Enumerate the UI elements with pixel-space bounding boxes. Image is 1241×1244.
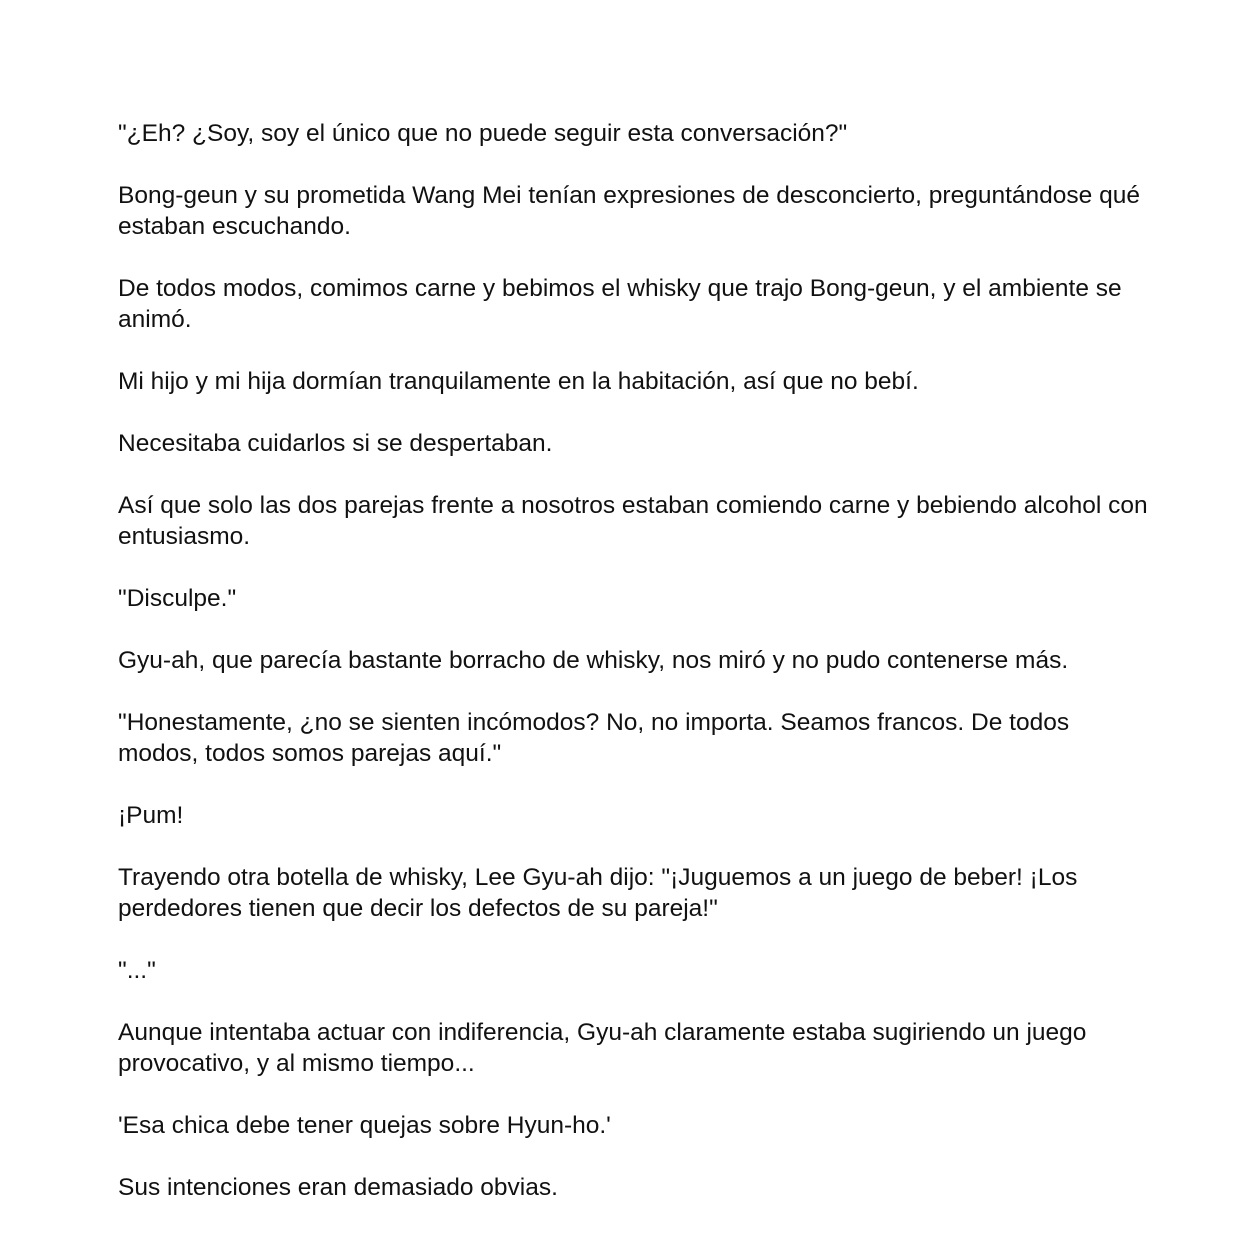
paragraph-6: Así que solo las dos parejas frente a nosotros estaban comiendo carne y bebiendo alcohol con entusiasmo. <box>118 492 1148 550</box>
paragraph-15: Sus intenciones eran demasiado obvias. <box>118 1174 558 1201</box>
paragraph-8: Gyu-ah, que parecía bastante borracho de whisky, nos miró y no pudo contenerse más. <box>118 647 1069 674</box>
paragraph-10: ¡Pum! <box>118 802 184 829</box>
document-body <box>118 118 1148 1234</box>
paragraph-7: "Disculpe." <box>118 585 237 612</box>
paragraph-2: Bong-geun y su prometida Wang Mei tenían expresiones de desconcierto, preguntándose qué estaban escuchando. <box>118 182 1140 240</box>
paragraph-9: "Honestamente, ¿no se sienten incómodos? No, no importa. Seamos francos. De todos modos, todos somos parejas aquí." <box>118 709 1070 767</box>
paragraph-3: De todos modos, comimos carne y bebimos el whisky que trajo Bong-geun, y el ambiente se animó. <box>118 275 1122 333</box>
paragraph-14: 'Esa chica debe tener quejas sobre Hyun-ho.' <box>118 1112 611 1139</box>
paragraph-4: Mi hijo y mi hija dormían tranquilamente en la habitación, así que no bebí. <box>118 368 919 395</box>
paragraph-5: Necesitaba cuidarlos si se despertaban. <box>118 430 553 457</box>
paragraph-11: Trayendo otra botella de whisky, Lee Gyu-ah dijo: "¡Juguemos a un juego de beber! ¡Los perdedores tienen que decir los defectos de su pareja!" <box>118 864 1078 922</box>
paragraph-12: "..." <box>118 957 156 984</box>
paragraph-13: Aunque intentaba actuar con indiferencia, Gyu-ah claramente estaba sugiriendo un juego provocativo, y al mismo tiempo... <box>118 1019 1087 1077</box>
paragraph-1: "¿Eh? ¿Soy, soy el único que no puede seguir esta conversación?" <box>118 120 848 147</box>
